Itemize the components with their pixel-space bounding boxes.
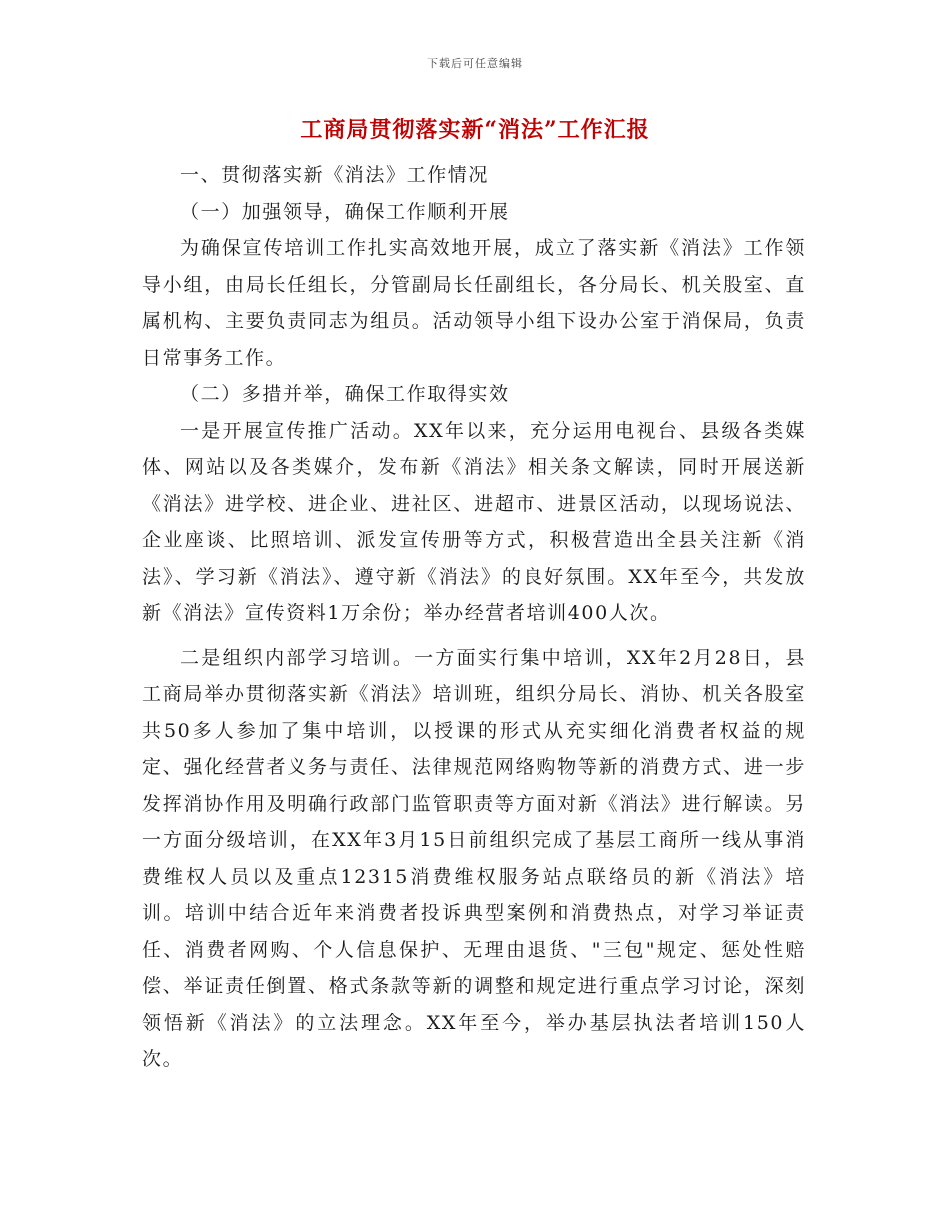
document-title: 工商局贯彻落实新“消法”工作汇报	[300, 117, 650, 143]
subsection-heading: （一）加强领导，确保工作顺利开展	[180, 200, 510, 223]
paragraph: 一是开展宣传推广活动。XX年以来，充分运用电视台、县级各类媒体、网站以及各类媒介，发布新《消法》相关条文解读，同时开展送新《消法》进学校、进企业、进社区、进超市、进景区活动，以现场说法、企业座谈、比照培训、派发宣传册等方式，积极营造出全县关注新《消法》、学习新《消法》、遵守新《消法》的良好氛围。XX年至今，共发放新《消法》宣传资料1万余份；举办经营者培训400人次。	[142, 419, 806, 624]
paragraph: 二是组织内部学习培训。一方面实行集中培训，XX年2月28日，县工商局举办贯彻落实新《消法》培训班，组织分局长、消协、机关各股室共50多人参加了集中培训，以授课的形式从充实细化消费者权益的规定、强化经营者义务与责任、法律规范网络购物等新的消费方式、进一步发挥消协作用及明确行政部门监管职责等方面对新《消法》进行解读。另一方面分级培训，在XX年3月15日前组织完成了基层工商所一线从事消费维权人员以及重点12315消费维权服务站点联络员的新《消法》培训。培训中结合近年来消费者投诉典型案例和消费热点，对学习举证责任、消费者网购、个人信息保护、无理由退货、"三包"规定、惩处性赔偿、举证责任倒置、格式条款等新的调整和规定进行重点学习讨论，深刻领悟新《消法》的立法理念。XX年至今，举办基层执法者培训150人次。	[142, 646, 806, 1070]
paragraph: 为确保宣传培训工作扎实高效地开展，成立了落实新《消法》工作领导小组，由局长任组长，分管副局长任副组长，各分局长、机关股室、直属机构、主要负责同志为组员。活动领导小组下设办公室于消保局，负责日常事务工作。	[142, 237, 806, 369]
header-note: 下载后可任意编辑	[427, 57, 523, 70]
section-heading: 一、贯彻落实新《消法》工作情况	[180, 164, 490, 186]
document-body	[142, 157, 806, 1078]
subsection-heading: （二）多措并举，确保工作取得实效	[180, 383, 510, 405]
